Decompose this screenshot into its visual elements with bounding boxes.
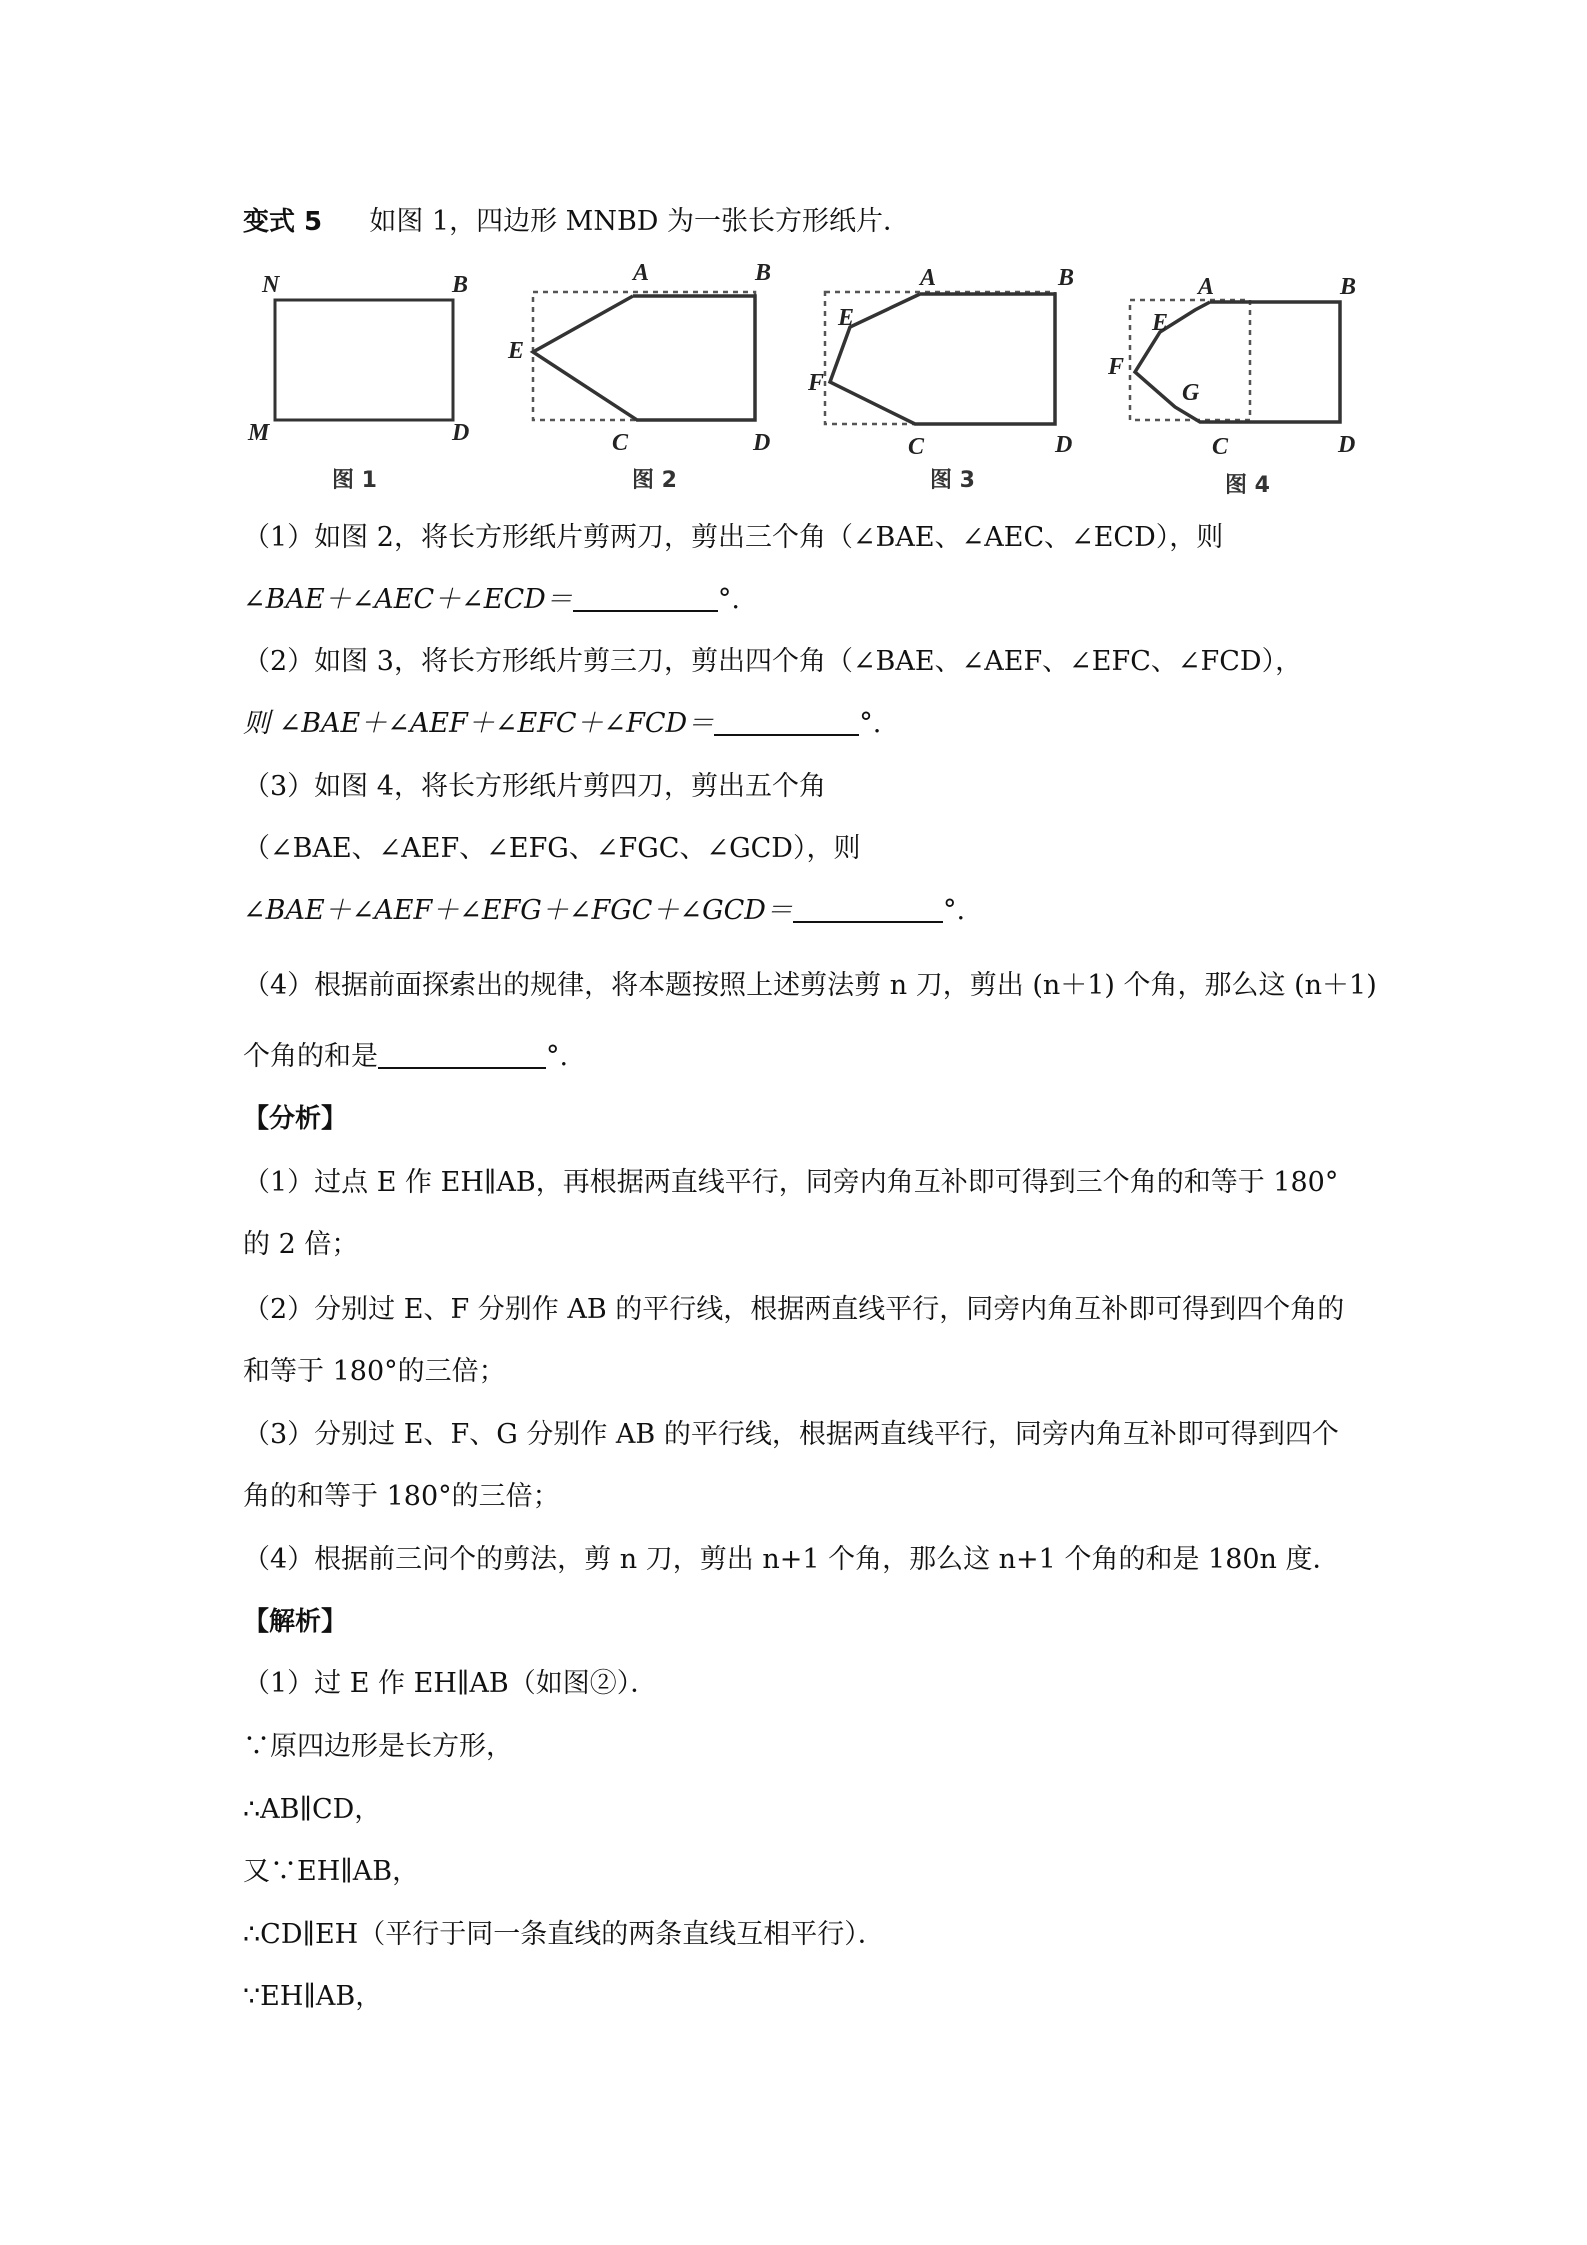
fig1-caption: 图 1 [332,468,377,493]
answer-blank-1[interactable] [573,580,718,612]
analysis-title: 【分析】 [243,1104,348,1134]
fig2-caption: 图 2 [632,468,677,493]
fig4-label-F: F [1108,354,1125,380]
question-3-expression: ∠BAE＋∠AEF＋∠EFG＋∠FGC＋∠GCD＝ [243,895,793,926]
degree-mark-3: °. [942,895,966,926]
degree-mark-1: °. [717,584,740,615]
solution-title: 【解析】 [243,1607,348,1637]
fig3-label-B: B [1058,265,1075,291]
fig2-label-D: D [753,430,771,456]
fig1-label-D: D [452,420,470,446]
solution-line-1: （1）过 E 作 EH∥AB（如图②）． [243,1668,658,1699]
figures-svg [240,252,1370,504]
question-3-line-2: （∠BAE、∠AEF、∠EFG、∠FGC、∠GCD），则 [243,833,861,864]
figure-4 [1107,274,1356,498]
analysis-p1-line-1: （1）过点 E 作 EH∥AB，再根据两直线平行，同旁内角互补即可得到三个角的和等于 180° [243,1167,1339,1198]
figure-3 [807,265,1074,493]
question-4-line-1: （4）根据前面探索出的规律，将本题按照上述剪法剪 n 刀，剪出 (n＋1) 个角，那么这 (n＋1) [243,970,1377,1001]
analysis-p1-line-2: 的 2 倍； [243,1229,359,1260]
fig3-label-E: E [838,305,855,331]
solution-line-4: 又∵EH∥AB， [243,1856,420,1887]
analysis-p3-line-2: 角的和等于 180°的三倍； [243,1481,560,1512]
analysis-p2-line-1: （2）分别过 E、F 分别作 AB 的平行线，根据两直线平行，同旁内角互补即可得到四个角的 [243,1294,1345,1325]
problem-header [243,202,910,242]
question-4-line-2 [243,1037,568,1077]
question-1-line-1: （1）如图 2，将长方形纸片剪两刀，剪出三个角（∠BAE、∠AEC、∠ECD），则 [243,522,1224,553]
fig3-label-D: D [1055,432,1073,458]
fig2-label-C: C [612,430,629,456]
fig4-label-D: D [1338,432,1356,458]
figures-strip [240,252,1370,504]
question-3-line-3 [243,891,965,931]
fig4-label-E: E [1152,310,1169,336]
figure-2 [507,260,771,493]
question-2-line-2 [243,704,881,744]
analysis-p3-line-1: （3）分别过 E、F、G 分别作 AB 的平行线，根据两直线平行，同旁内角互补即可得到四个 [243,1419,1339,1450]
fig4-label-C: C [1212,434,1229,460]
degree-mark-4: °. [546,1041,569,1072]
fig1-label-N: N [262,272,280,298]
fig4-label-G: G [1182,380,1200,406]
question-1-line-2 [243,580,740,620]
solution-line-2: ∵原四边形是长方形， [243,1731,513,1762]
fig2-label-A: A [633,260,650,286]
fig3-caption: 图 3 [930,468,975,493]
fig2-label-E: E [508,338,525,364]
fig4-label-B: B [1340,274,1357,300]
fig3-label-C: C [908,434,925,460]
question-2-expression: 则 ∠BAE＋∠AEF＋∠EFC＋∠FCD＝ [243,708,715,739]
question-3-line-1: （3）如图 4，将长方形纸片剪四刀，剪出五个角 [243,771,826,802]
variant-label: 变式 5 [243,207,323,237]
fig4-label-A: A [1198,274,1215,300]
fig3-label-F: F [808,370,825,396]
question-1-expression: ∠BAE＋∠AEC＋∠ECD＝ [243,584,573,615]
solution-line-5: ∴CD∥EH（平行于同一条直线的两条直线互相平行）． [243,1919,885,1950]
analysis-p2-line-2: 和等于 180°的三倍； [243,1356,506,1387]
fig3-label-A: A [920,265,937,291]
solution-line-6: ∵EH∥AB， [243,1981,383,2012]
question-2-line-1: （2）如图 3，将长方形纸片剪三刀，剪出四个角（∠BAE、∠AEF、∠EFC、∠FCD）， [243,646,1303,677]
answer-blank-4[interactable] [378,1037,546,1069]
solution-line-3: ∴AB∥CD， [243,1794,382,1825]
question-4-prompt: 个角的和是 [243,1041,378,1072]
analysis-p4: （4）根据前三问个的剪法，剪 n 刀，剪出 n+1 个角，那么这 n+1 个角的和是 180n 度． [243,1544,1340,1575]
answer-blank-2[interactable] [714,704,859,736]
fig1-label-M: M [248,420,270,446]
degree-mark-2: °. [859,708,882,739]
fig2-label-B: B [755,260,772,286]
problem-intro: 如图 1，四边形 MNBD 为一张长方形纸片． [369,206,911,237]
figure-1 [247,272,469,493]
fig4-caption: 图 4 [1225,473,1270,498]
fig1-label-B: B [452,272,469,298]
answer-blank-3[interactable] [793,891,943,923]
